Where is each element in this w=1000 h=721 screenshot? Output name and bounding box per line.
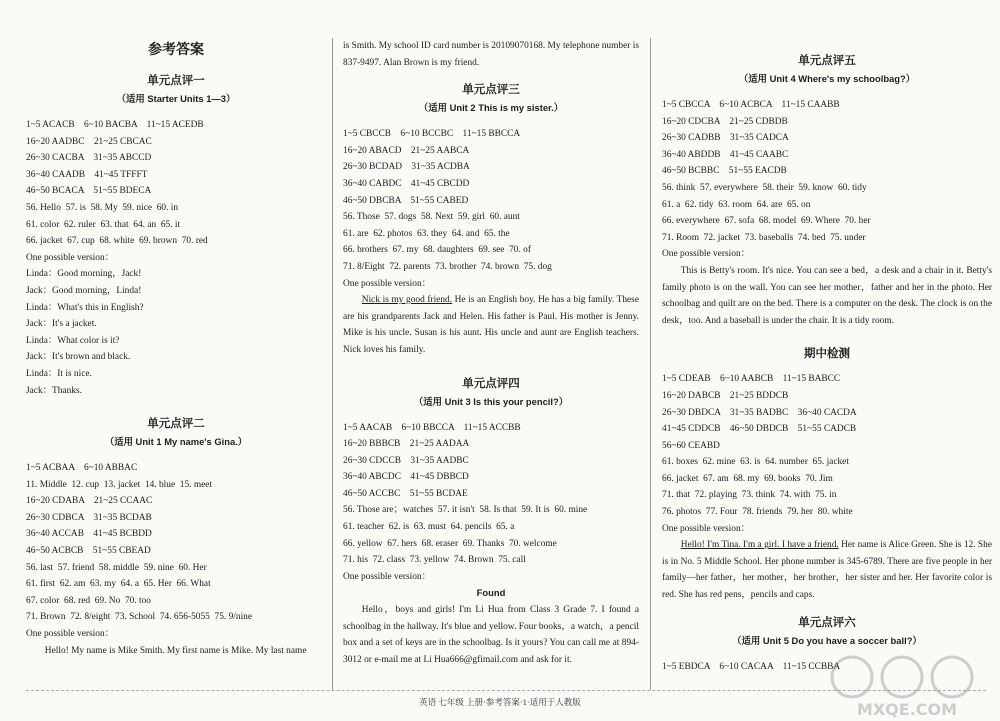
answer-line: One possible version： [26, 252, 115, 263]
answer-lines [343, 420, 639, 586]
answer-line: 46~50 DBCBA 51~55 CABED [343, 195, 469, 206]
answer-line: 26~30 BCDAD 31~35 ACDBA [343, 162, 470, 173]
watermark-logo [822, 649, 992, 719]
section-title: 单元点评五 [798, 53, 856, 67]
answer-line: 36~40 ACCAB 41~45 BCBDD [26, 529, 152, 540]
answer-line: Linda：What color is it? [26, 335, 120, 346]
answer-line: 1~5 CBCCA 6~10 ACBCA 11~15 CAABB [662, 100, 840, 110]
answer-lines [662, 371, 992, 537]
answer-line: 66. yellow 67. hers 68. eraser 69. Thanks 70. welcome [343, 538, 557, 549]
answer-line: 46~50 BCACA 51~55 BDECA [26, 186, 152, 197]
answer-line: 71. Brown 72. 8/eight 73. School 74. 656-5055 75. 9/nine [26, 612, 253, 623]
column-2 [343, 38, 639, 668]
answer-line: 61. first 62. am 63. my 64. a 65. Her 66. What [26, 579, 211, 590]
answer-line: Jack：It's brown and black. [26, 352, 131, 363]
answer-line: 36~40 CAADB 41~45 TFFFT [26, 169, 148, 180]
answer-line: One possible version： [662, 523, 751, 534]
watermark-text: MXQE.COM [856, 700, 958, 719]
answer-line: 76. photos 77. Four 78. friends 79. her 80. white [662, 507, 853, 518]
page-title: 参考答案 [148, 42, 204, 58]
answer-line: 36~40 CABDC 41~45 CBCDD [343, 178, 470, 189]
answer-line: One possible version： [343, 278, 432, 289]
answer-line: 66. jacket 67. am 68. my 69. books 70. Jim [662, 473, 833, 484]
answer-line: 26~30 DBDCA 31~35 BADBC 36~40 CACDA [662, 407, 857, 418]
answer-line: Jack：It's a jacket. [26, 319, 97, 330]
answer-line: 1~5 ACBAA 6~10 ABBAC [26, 463, 138, 474]
section-title: 单元点评三 [462, 82, 520, 97]
answer-line: 67. color 68. red 69. No 70. too [26, 595, 151, 606]
answer-line: 1~5 AACAB 6~10 BBCCA 11~15 ACCBB [343, 422, 521, 433]
answer-line: 16~20 BBBCB 21~25 AADAA [343, 439, 470, 450]
answer-line: 16~20 DABCB 21~25 BDDCB [662, 390, 789, 401]
essay-text: He is an English boy. He has a big family. These are his grandparents Jack and Helen. His father is Paul. His mother is Jenny. Mike is his uncle. Susan is his aunt. His uncle and aunt are English teachers. Nick loves his family. [343, 295, 639, 355]
section-title: 单元点评六 [798, 614, 856, 629]
section-subtitle: （适用 Unit 5 Do you have a soccer ball?） [732, 634, 922, 646]
answer-line: 26~30 CACBA 31~35 ABCCD [26, 153, 152, 164]
answer-line: Linda：It is nice. [26, 368, 92, 379]
answer-line: 1~5 EBDCA 6~10 CACAA 11~15 CCBBA [662, 661, 841, 672]
answer-line: 41~45 CDDCB 46~50 DBDCB 51~55 CADCB [662, 424, 857, 435]
answer-line: 71. Room 72. jacket 73. baseballs 74. bed 75. under [662, 232, 866, 243]
underlined-sentence: Nick is my good friend. [361, 295, 453, 306]
answer-line: 71. that 72. playing 73. think 74. with 75. in [662, 490, 837, 501]
answer-line: 1~5 ACACB 6~10 BACBA 11~15 ACEDB [26, 120, 204, 130]
answer-line: 71. his 72. class 73. yellow 74. Brown 75. call [343, 555, 526, 566]
essay-text: Her name is Alice Green. She is 12. She is in No. 5 Middle School. Her phone number is 345-6789. There are five people in her family—her father，her mother，her brother，her sister and her. Her favorite color is red. She has red pens，pencils and caps. [662, 540, 992, 601]
answer-line: 26~30 CADBB 31~35 CADCA [662, 133, 789, 144]
column-3 [662, 50, 992, 675]
answer-line: 71. 8/Eight 72. parents 73. brother 74. brown 75. dog [343, 261, 552, 272]
essay-paragraph: Hello! My name is Mike Smith. My first name is Mike. My last name [44, 645, 307, 656]
answer-line: Jack：Thanks. [26, 385, 82, 396]
answer-line: 16~20 CDCBA 21~25 CDBDB [662, 116, 788, 127]
essay-paragraph [662, 537, 992, 603]
answer-line: 61. are 62. photos 63. they 64. and 65. the [343, 228, 510, 239]
answer-line: 16~20 CDABA 21~25 CCAAC [26, 496, 153, 507]
answer-line: 56. Hello 57. is 58. My 59. nice 60. in [26, 202, 179, 213]
column-1 [26, 38, 326, 659]
answer-line: 61. teacher 62. is 63. must 64. pencils 65. a [343, 522, 515, 533]
answer-line: 26~30 CDCCB 31~35 AADBC [343, 455, 469, 466]
answer-line: 66. brothers 67. my 68. daughters 69. see 70. of [343, 245, 531, 256]
answer-line: 36~40 ABCDC 41~45 DBBCD [343, 472, 469, 483]
essay-paragraph: This is Betty's room. It's nice. You can see a bed，a desk and a chair in it. Betty's family photo is on the wall. You can see her mother，father and her in the photo. Her schoolbag and quilt are on the bed. There is a computer on the desk. The clock is on the desk，too. And a baseball is under the chair. It is a tidy room. [662, 265, 992, 326]
answer-line: 61. color 62. ruler 63. that 64. an 65. it [26, 219, 181, 230]
answer-line: 56. think 57. everywhere 58. their 59. know 60. tidy [662, 182, 867, 193]
answer-lines [26, 460, 326, 643]
column-divider [332, 38, 333, 690]
essay-paragraph [343, 292, 639, 358]
answer-line: Linda：What's this in English? [26, 302, 144, 313]
answer-line: One possible version： [343, 571, 432, 582]
answer-line: 11. Middle 12. cup 13. jacket 14. blue 15. meet [26, 479, 213, 490]
answer-line: Linda：Good morning，Jack! [26, 269, 142, 280]
answer-line: 26~30 CDBCA 31~35 BCDAB [26, 512, 152, 523]
section-title: 期中检测 [804, 346, 850, 361]
answer-line: 61. a 62. tidy 63. room 64. are 65. on [662, 199, 811, 210]
section-subtitle: （适用 Starter Units 1—3） [116, 93, 236, 104]
answer-line: 56. last 57. friend 58. middle 59. nine 60. Her [26, 562, 207, 573]
answer-line: 1~5 CBCCB 6~10 BCCBC 11~15 BBCCA [343, 129, 521, 140]
answer-lines [26, 117, 326, 399]
section-title: 单元点评四 [462, 375, 520, 390]
answer-line: 16~20 ABACD 21~25 AABCA [343, 145, 470, 156]
answer-line: 46~50 ACBCB 51~55 CBEAD [26, 546, 151, 557]
answer-line: 66. everywhere 67. sofa 68. model 69. Where 70. her [662, 216, 871, 227]
section-subtitle: （适用 Unit 3 Is this your pencil?） [413, 395, 569, 407]
answer-line: 16~20 AADBC 21~25 CBCAC [26, 136, 152, 147]
answer-line: 56. Those are；watches 57. it isn't 58. Is that 59. It is 60. mine [343, 505, 588, 516]
section-subtitle: （适用 Unit 4 Where's my schoolbag?） [738, 73, 916, 84]
section-title: 单元点评二 [147, 416, 205, 431]
answer-line: 66. jacket 67. cup 68. white 69. brown 70. red [26, 236, 208, 247]
section-subtitle: （适用 Unit 1 My name's Gina.） [104, 436, 248, 448]
section-subtitle: （适用 Unit 2 This is my sister.） [418, 102, 564, 114]
answer-lines [662, 97, 992, 263]
answer-line: One possible version： [662, 249, 751, 260]
answer-line: 46~50 BCBBC 51~55 EACDB [662, 166, 787, 177]
answer-line: One possible version： [26, 629, 115, 640]
answer-lines [343, 126, 639, 292]
answer-line: Jack：Good morning，Linda! [26, 285, 142, 296]
essay-paragraph: is Smith. My school ID card number is 20109070168. My telephone number is 837-9497. Alan Brown is my friend. [343, 41, 639, 68]
answer-line: 36~40 ABDDB 41~45 CAABC [662, 149, 789, 160]
answer-line: 46~50 ACCBC 51~55 BCDAE [343, 488, 468, 499]
column-divider [650, 38, 651, 690]
answer-line: 61. boxes 62. mine 63. is 64. number 65. jacket [662, 457, 849, 468]
essay-title: Found [476, 587, 506, 599]
essay-paragraph: Hello，boys and girls! I'm Li Hua from Class 3 Grade 7. I found a schoolbag in the hallway. It's blue and yellow. Four books，a watch，a pencil box and a set of keys are in the schoolbag. Is it yours? You can call me at 894-3012 or e-mail me at Li Hua666@gfimail.com and ask for it. [343, 605, 639, 665]
answer-line: 1~5 CDEAB 6~10 AABCB 11~15 BABCC [662, 374, 841, 385]
page-footer: 英语 七年级 上册·参考答案·1·适用于人教版 [419, 697, 581, 707]
underlined-sentence: Hello! I'm Tina. I'm a girl. I have a friend. [680, 540, 839, 551]
answer-line: 56. Those 57. dogs 58. Next 59. girl 60. aunt [343, 212, 520, 223]
section-title: 单元点评一 [147, 73, 205, 87]
answer-line: 56~60 CEABD [662, 440, 720, 451]
